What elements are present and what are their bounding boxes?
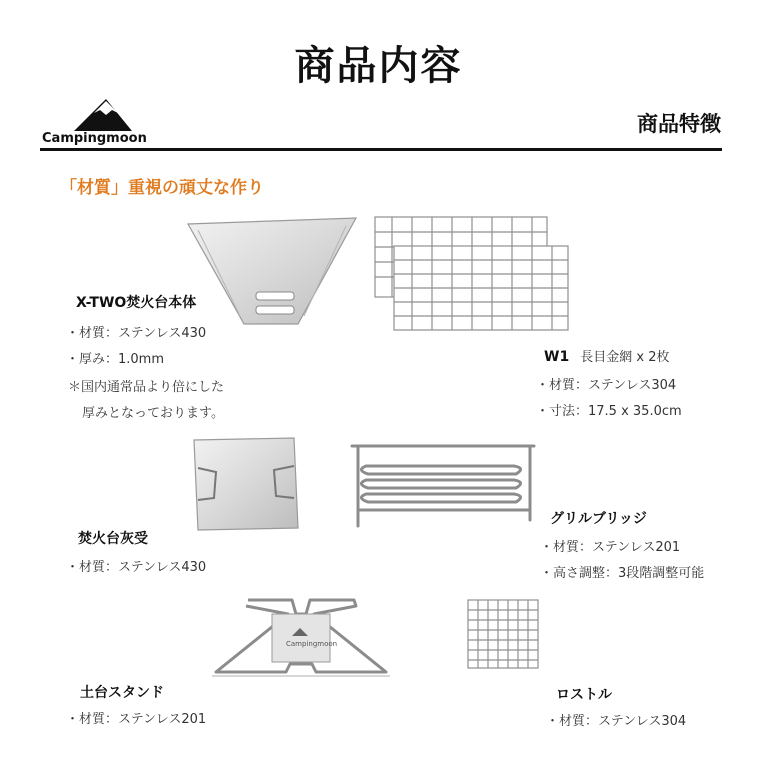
rostle-name: ロストル	[556, 687, 612, 703]
rostle-material: ・材質：ステンレス304	[546, 714, 687, 729]
base-stand-image	[208, 596, 394, 678]
mountain-logo-icon	[70, 95, 136, 133]
brand-logo-text: Campingmoon	[42, 131, 147, 146]
body-note-line2: 厚みとなっております。	[82, 406, 224, 421]
net-detail: 長目金網 x 2枚	[580, 350, 670, 365]
bridge-height: ・高さ調整：3段階調整可能	[540, 566, 705, 581]
ash-tray-image	[190, 434, 302, 534]
grill-bridge-image	[344, 440, 544, 532]
net-name: W1	[544, 349, 570, 365]
stand-plate-logo: Campingmoon	[286, 640, 338, 648]
body-material: ・材質：ステンレス430	[66, 326, 207, 341]
bridge-name: グリルブリッジ	[550, 511, 647, 527]
fire-pit-body-image	[186, 216, 358, 328]
rostle-image	[466, 598, 540, 670]
net-size: ・寸法：17.5 x 35.0cm	[536, 404, 682, 419]
bridge-material: ・材質：ステンレス201	[540, 540, 681, 555]
header-divider	[40, 148, 722, 151]
stand-name: 土台スタンド	[80, 685, 164, 701]
body-thickness: ・厚み：1.0mm	[66, 352, 165, 367]
net-heading	[544, 346, 670, 365]
ash-material: ・材質：ステンレス430	[66, 560, 207, 575]
grill-net-image	[372, 214, 572, 334]
stand-material: ・材質：ステンレス201	[66, 712, 207, 727]
ash-name: 焚火台灰受	[78, 531, 148, 547]
net-material: ・材質：ステンレス304	[536, 378, 677, 393]
headline: 「材質」重視の頑丈な作り	[60, 178, 264, 198]
body-name: X-TWO焚火台本体	[76, 295, 197, 311]
section-label: 商品特徴	[637, 112, 721, 136]
body-note-line1: ＊国内通常品より倍にした	[68, 380, 225, 395]
page-title: 商品内容	[294, 43, 463, 89]
